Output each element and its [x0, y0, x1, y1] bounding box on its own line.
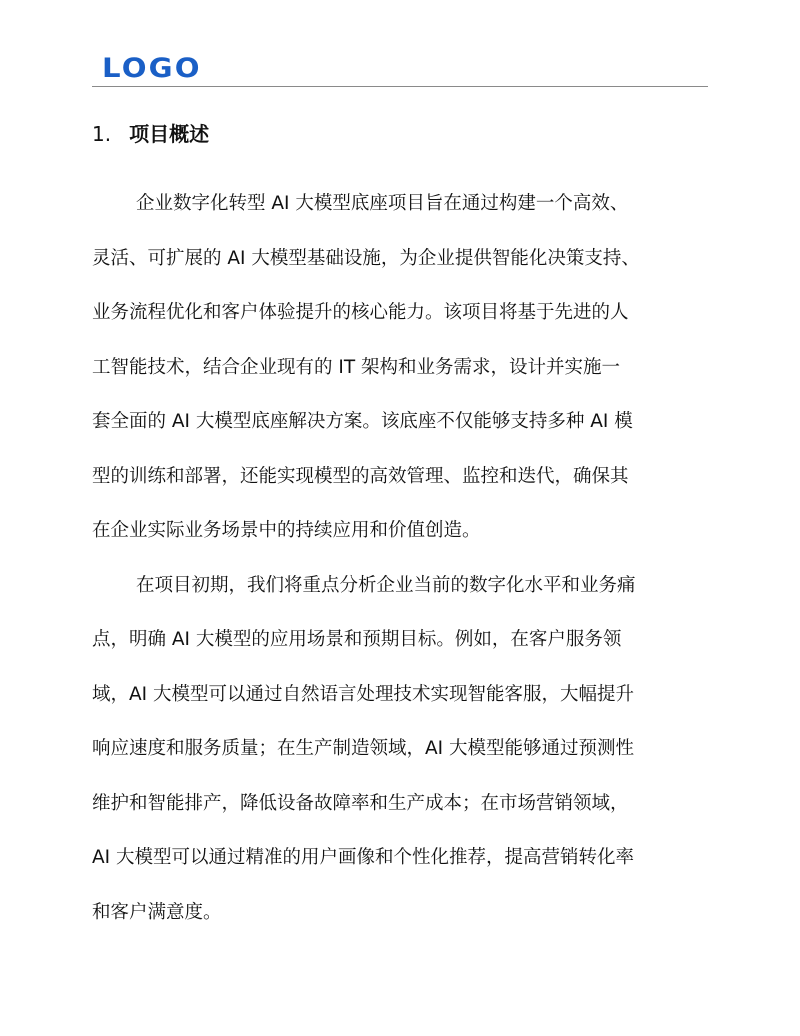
paragraph-line: 和客户满意度。 — [92, 901, 222, 923]
paragraph-line: 工智能技术，结合企业现有的 IT 架构和业务需求，设计并实施一 — [92, 356, 621, 378]
paragraph-line: 维护和智能排产，降低设备故障率和生产成本；在市场营销领域， — [92, 792, 629, 814]
section-title: 项目概述 — [129, 122, 210, 146]
page-header — [92, 52, 708, 88]
paragraph-line: 型的训练和部署，还能实现模型的高效管理、监控和迭代，确保其 — [92, 465, 629, 487]
paragraph-line: 套全面的 AI 大模型底座解决方案。该底座不仅能够支持多种 AI 模 — [92, 411, 633, 432]
paragraph-line: 响应速度和服务质量；在生产制造领域，AI 大模型能够通过预测性 — [92, 738, 634, 759]
paragraph-line: 域，AI 大模型可以通过自然语言处理技术实现智能客服，大幅提升 — [92, 683, 634, 705]
paragraph-line: 企业数字化转型 AI 大模型底座项目旨在通过构建一个高效、 — [136, 193, 629, 214]
company-logo: LOGO — [102, 53, 202, 84]
paragraph-line: 在企业实际业务场景中的持续应用和价值创造。 — [92, 520, 481, 541]
paragraph-line: 业务流程优化和客户体验提升的核心能力。该项目将基于先进的人 — [92, 302, 629, 323]
body-text — [92, 188, 710, 951]
section-heading — [92, 120, 209, 148]
paragraph-line: 点，明确 AI 大模型的应用场景和预期目标。例如，在客户服务领 — [92, 629, 622, 650]
paragraph-line: 在项目初期，我们将重点分析企业当前的数字化水平和业务痛 — [136, 574, 636, 596]
paragraph-line: 灵活、可扩展的 AI 大模型基础设施，为企业提供智能化决策支持、 — [92, 247, 640, 269]
header-divider — [92, 86, 708, 87]
section-number: 1. — [92, 122, 112, 146]
paragraph-line: AI 大模型可以通过精准的用户画像和个性化推荐，提高营销转化率 — [92, 847, 634, 868]
